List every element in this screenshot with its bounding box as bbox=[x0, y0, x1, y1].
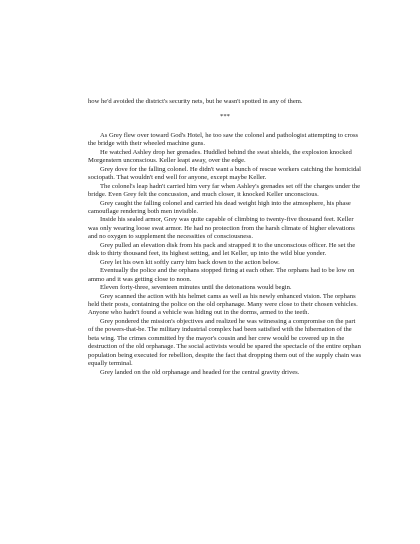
paragraph: As Grey flew over toward God's Hotel, he too saw the colonel and pathologist attempting to cross the bridge with their wheeled machine guns. bbox=[88, 131, 359, 148]
opening-line: how he'd avoided the district's security nets, but he wasn't spotted in any of them. bbox=[88, 98, 303, 105]
paragraph: Grey pulled an elevation disk from his pack and strapped it to the unconscious officer. He set the disk to thirty thousand feet, its highest setting, and let Keller, up into the wild blue yonder. bbox=[88, 241, 356, 258]
paragraph: Eleven forty-three, seventeen minutes until the detonations would begin. bbox=[100, 284, 292, 292]
paragraph: Grey dove for the falling colonel. He didn't want a bunch of rescue workers catching the homicidal sociopath. That wouldn't end well for anyone, except maybe Keller. bbox=[88, 165, 362, 182]
paragraph: Grey let his own kit softly carry him back down to the action below. bbox=[100, 258, 280, 266]
scene-break: *** bbox=[220, 113, 230, 121]
paragraph: The colonel's leap hadn't carried him very far when Ashley's grenades set off the charges under the bridge. Even Grey felt the concussion, and much closer, it knocked Keller unconscious. bbox=[88, 182, 361, 199]
paragraph: Inside his sealed armor, Grey was quite capable of climbing to twenty-five thousand feet. Keller was only wearing loose swat armor. He had no protection from the harsh climate of higher elevations and no oxygen to supplement the necessities of consciousness. bbox=[88, 216, 355, 241]
page-text bbox=[88, 98, 362, 377]
paragraph: Eventually the police and the orphans stopped firing at each other. The orphans had to be low on ammo and it was getting close to noon. bbox=[88, 267, 355, 283]
paragraph: He watched Ashley drop her grenades. Huddled behind the swat shields, the explosion knocked Morgenstern unconscious. Keller leapt away, over the edge. bbox=[88, 148, 352, 165]
paragraph: Grey scanned the action with his helmet cams as well as his newly enhanced vision. The orphans held their posts, containing the police on the old orphanage. Many were close to their chosen vehicles. Anyone who hadn't found a vehicle was hiding out in the dorms, armed to the teeth. bbox=[88, 292, 358, 317]
paragraph: Grey caught the falling colonel and carried his dead weight high into the atmosphere, his phase camouflage rendering both men invisible. bbox=[88, 199, 351, 215]
paragraph: Grey landed on the old orphanage and headed for the central gravity drives. bbox=[100, 368, 300, 376]
paragraph: Grey pondered the mission's objectives and realized he was witnessing a compromise on the part of the powers-that-be. The military industrial complex had been satisfied with the hibernation of the beta wing. The crimes committed by the mayor's cousin and her crew would be covered up in the destruction of the old orphanage. The social activists would be spared the spectacle of the entire orphan population being executed for rebellion, despite the fact that dropping them out of the supply chain was equally terminal. bbox=[88, 317, 362, 368]
